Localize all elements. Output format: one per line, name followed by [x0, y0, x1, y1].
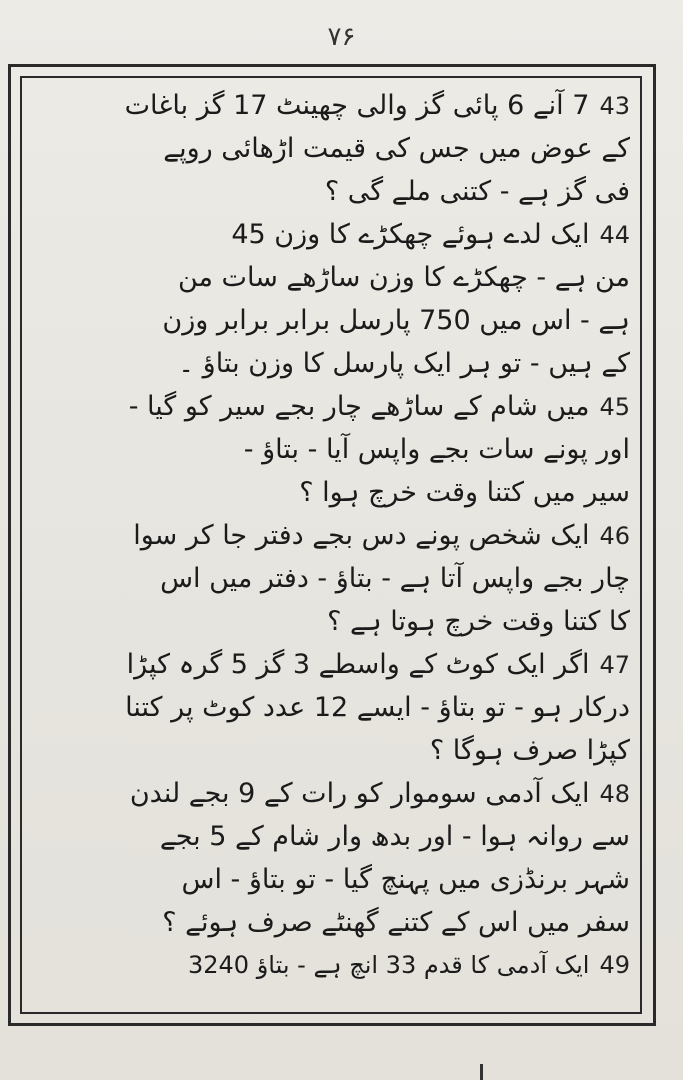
question-number: 47: [599, 651, 630, 679]
question-text: اگر ایک کوٹ کے واسطے 3 گز 5 گرہ کپڑا: [126, 649, 590, 680]
question-text: 7 آنے 6 پائی گز والی چھینٹ 17 گز باغات: [124, 90, 590, 121]
question-number: 45: [599, 393, 630, 421]
question-line: شہر برنڈزی میں پہنچ گیا - تو بتاؤ - اس: [181, 864, 630, 895]
page-edge-mark: [480, 1064, 483, 1080]
question-45: [30, 385, 630, 514]
question-line: [30, 385, 630, 428]
question-number: 44: [599, 221, 630, 249]
question-text: ایک لدے ہوئے چھکڑے کا وزن 45: [231, 219, 590, 250]
question-line: من ہے - چھکڑے کا وزن ساڑھے سات من: [177, 262, 630, 293]
question-47: [30, 643, 630, 772]
question-line: [30, 772, 630, 815]
question-line: درکار ہو - تو بتاؤ - ایسے 12 عدد کوٹ پر کتنا: [125, 692, 630, 723]
question-line: [30, 213, 630, 256]
question-text: ایک آدمی کا قدم 33 انچ ہے - بتاؤ 3240: [188, 951, 590, 979]
question-line: کے عوض میں جس کی قیمت اڑھائی روپے: [163, 133, 630, 164]
question-text: ایک شخص پونے دس بجے دفتر جا کر سوا: [133, 520, 590, 551]
question-number: 49: [599, 951, 630, 979]
question-line: سفر میں اس کے کتنے گھنٹے صرف ہوئے ؟: [162, 907, 630, 938]
question-line: [30, 944, 630, 987]
question-line: چار بجے واپس آتا ہے - بتاؤ - دفتر میں اس: [160, 563, 630, 594]
page-number: ۷۶: [327, 22, 356, 52]
question-text: ایک آدمی سوموار کو رات کے 9 بجے لندن: [129, 778, 590, 809]
question-line: سے روانہ ہوا - اور بدھ وار شام کے 5 بجے: [159, 821, 630, 852]
question-44: [30, 213, 630, 385]
question-48: [30, 772, 630, 944]
question-46: [30, 514, 630, 643]
question-line: ہے - اس میں 750 پارسل برابر برابر وزن: [162, 305, 630, 336]
question-line: [30, 643, 630, 686]
question-text: میں شام کے ساڑھے چار بجے سیر کو گیا -: [128, 391, 590, 422]
question-number: 43: [599, 92, 630, 120]
question-line: کا کتنا وقت خرچ ہوتا ہے ؟: [327, 606, 630, 637]
question-line: سیر میں کتنا وقت خرچ ہوا ؟: [299, 477, 630, 508]
exercise-list: [30, 84, 630, 1008]
question-49: [30, 944, 630, 987]
question-line: اور پونے سات بجے واپس آیا - بتاؤ -: [243, 434, 630, 465]
question-43: [30, 84, 630, 213]
question-line: کپڑا صرف ہوگا ؟: [429, 735, 630, 766]
question-line: کے ہیں - تو ہر ایک پارسل کا وزن بتاؤ ۔: [178, 348, 630, 379]
question-line: [30, 514, 630, 557]
question-line: فی گز ہے - کتنی ملے گی ؟: [324, 176, 630, 207]
question-line: [30, 84, 630, 127]
question-number: 46: [599, 522, 630, 550]
question-number: 48: [599, 780, 630, 808]
